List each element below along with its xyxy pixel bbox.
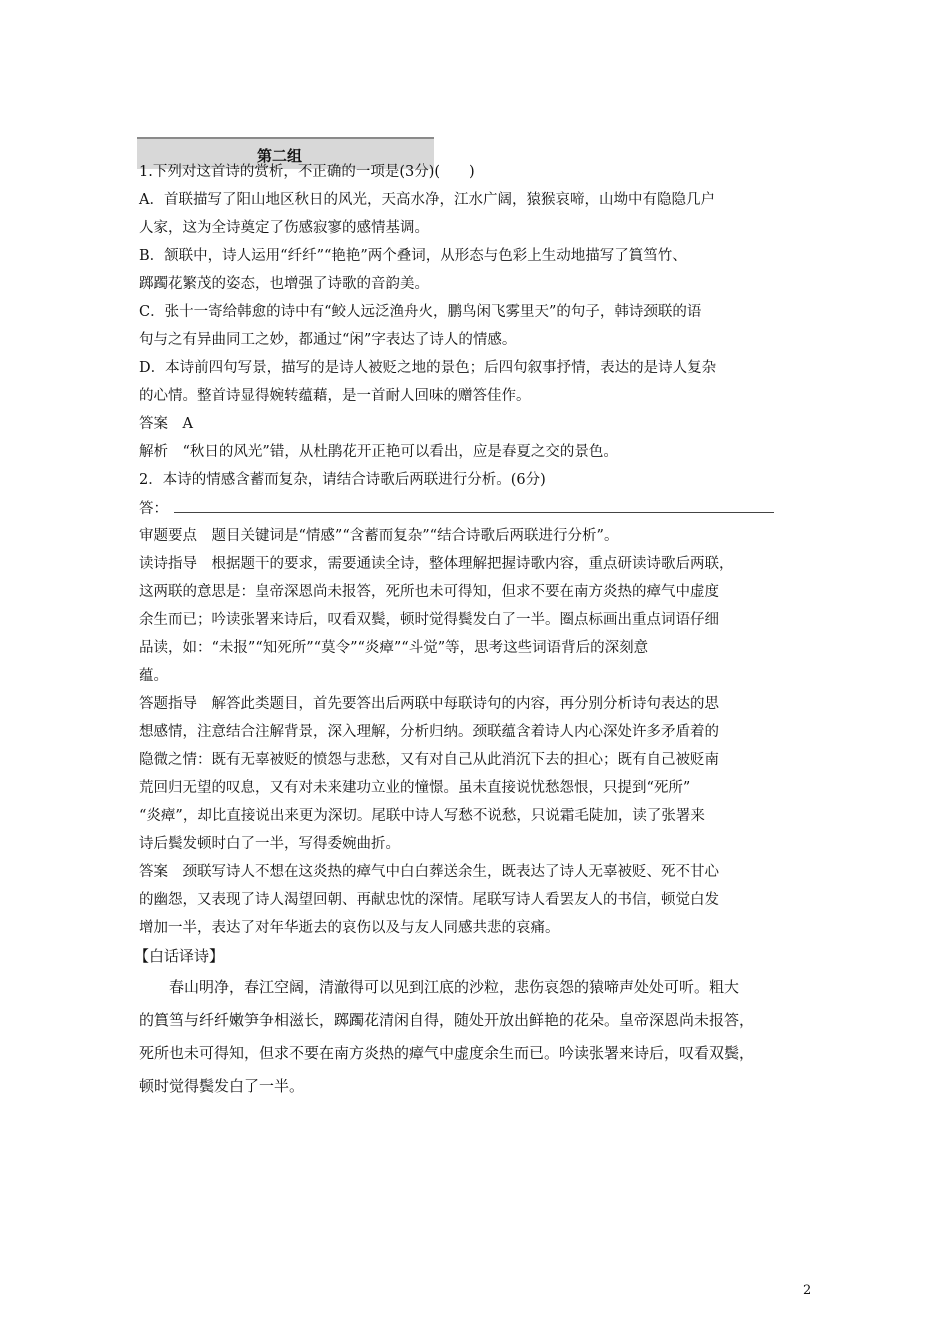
- q2-read-line4: 品读，如：“未报”“知死所”“莫令”“炎瘴”“斗觉”等，思考这些词语背后的深刻意: [139, 640, 649, 656]
- q2-answer-line: [139, 498, 774, 519]
- q1-analysis: 解析 “秋日的风光”错，从杜鹃花开正艳可以看出，应是春夏之交的景色。: [139, 444, 618, 460]
- q2-guide-line5: “炎瘴”，却比直接说出来更为深切。尾联中诗人写愁不说愁，只说霜毛陡加，读了张署来: [139, 808, 705, 824]
- translation-line4: 顿时觉得鬓发白了一半。: [139, 1077, 305, 1095]
- q1-option-a-line1: A．首联描写了阳山地区秋日的风光，天高水净，江水广阔，猿猴哀啼，山坳中有隐隐几户: [139, 192, 715, 208]
- q2-review: 审题要点 题目关键词是“情感”“含蓄而复杂”“结合诗歌后两联进行分析”。: [139, 528, 619, 544]
- translation-label: 【白话译诗】: [134, 947, 225, 965]
- q2-read-line2: 这两联的意思是：皇帝深恩尚未报答，死所也未可得知，但求不要在南方炎热的瘴气中虚度: [139, 584, 719, 600]
- q2-answer-label: 答：: [139, 501, 168, 517]
- q1-option-a-line2: 人家，这为全诗奠定了伤感寂寥的感情基调。: [139, 220, 429, 236]
- q1-option-d-line1: D．本诗前四句写景，描写的是诗人被贬之地的景色；后四句叙事抒情，表达的是诗人复杂: [139, 360, 717, 376]
- q2-answer-line2: 的幽怨，又表现了诗人渴望回朝、再献忠忱的深情。尾联写诗人看罢友人的书信，顿觉白发: [139, 892, 719, 908]
- q1-option-c-line1: C．张十一寄给韩愈的诗中有“鲛人远泛渔舟火，鹏鸟闲飞雾里天”的句子，韩诗颈联的语: [139, 304, 702, 320]
- section-title: 第二组: [257, 147, 303, 165]
- q1-option-b-line1: B．颔联中，诗人运用“纤纤”“艳艳”两个叠词，从形态与色彩上生动地描写了篔筜竹、: [139, 248, 687, 264]
- q1-answer: 答案 A: [139, 416, 193, 432]
- q2-guide-line1: 答题指导 解答此类题目，首先要答出后两联中每联诗句的内容，再分别分析诗句表达的思: [139, 696, 719, 712]
- q2-guide-line2: 想感情，注意结合注解背景，深入理解，分析归纳。颈联蕴含着诗人内心深处许多矛盾着的: [139, 724, 719, 740]
- translation-line1: 春山明净，春江空阔，清澈得可以见到江底的沙粒，悲伤哀怨的猿啼声处处可听。粗大: [139, 978, 740, 996]
- translation-line2: 的篔筜与纤纤嫩笋争相滋长，踯躅花清闲自得，随处开放出鲜艳的花朵。皇帝深恩尚未报答，: [139, 1011, 755, 1029]
- q1-option-d-line2: 的心情。整首诗显得婉转蕴藉，是一首耐人回味的赠答佳作。: [139, 388, 531, 404]
- q2-guide-line3: 隐微之情：既有无辜被贬的愤怨与悲愁，又有对自己从此消沉下去的担心；既有自己被贬南: [139, 752, 719, 768]
- translation-line3: 死所也未可得知，但求不要在南方炎热的瘴气中虚度余生而已。吟读张署来诗后，叹看双鬓，: [139, 1044, 755, 1062]
- q1-stem: 1.下列对这首诗的赏析，不正确的一项是(3分)( ): [139, 164, 475, 180]
- q2-stem: 2．本诗的情感含蓄而复杂，请结合诗歌后两联进行分析。(6分): [139, 472, 546, 488]
- q2-read-line1: 读诗指导 根据题干的要求，需要通读全诗，整体理解把握诗歌内容，重点研读诗歌后两联，: [139, 556, 734, 572]
- answer-blank[interactable]: [174, 498, 774, 513]
- q1-option-c-line2: 句与之有异曲同工之妙，都通过“闲”字表达了诗人的情感。: [139, 332, 517, 348]
- q1-option-b-line2: 踯躅花繁茂的姿态，也增强了诗歌的音韵美。: [139, 276, 429, 292]
- q2-read-line5: 蕴。: [139, 668, 168, 684]
- q2-answer-line3: 增加一半，表达了对年华逝去的哀伤以及与友人同感共悲的哀痛。: [139, 920, 560, 936]
- q2-guide-line4: 荒回归无望的叹息，又有对未来建功立业的憧憬。虽未直接说忧愁怨恨，只提到“死所”: [139, 780, 691, 796]
- q2-guide-line6: 诗后鬓发顿时白了一半，写得委婉曲折。: [139, 836, 400, 852]
- q2-answer-line1: 答案 颈联写诗人不想在这炎热的瘴气中白白葬送余生，既表达了诗人无辜被贬、死不甘心: [139, 864, 719, 880]
- page-number: 2: [803, 1283, 812, 1298]
- q2-read-line3: 余生而已；吟读张署来诗后，叹看双鬓，顿时觉得鬓发白了一半。圈点标画出重点词语仔细: [139, 612, 719, 628]
